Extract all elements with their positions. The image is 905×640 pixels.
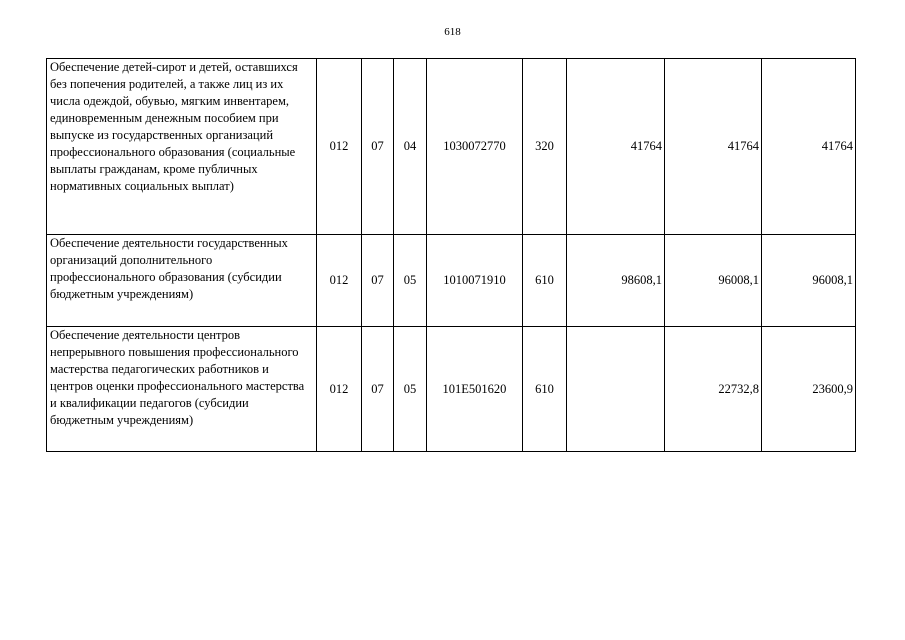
section-code: 07 [362,59,394,235]
table-row [47,235,856,327]
target-article-code: 1010071910 [427,235,523,327]
section-code: 07 [362,235,394,327]
table-row [47,327,856,452]
target-article-code: 101E501620 [427,327,523,452]
section-code: 07 [362,327,394,452]
row-description: Обеспечение детей-сирот и детей, оставшихся без попечения родителей, а также лиц из их числа одеждой, обувью, мягким инвентарем, единовременным денежным пособием при выпуске из государственных организаций профессионального образования (социальные выплаты гражданам, кроме публичных нормативных социальных выплат) [47,59,317,235]
expense-type-code: 610 [523,327,567,452]
expense-type-code: 320 [523,59,567,235]
amount-year-3: 23600,9 [762,327,856,452]
amount-year-2: 41764 [665,59,762,235]
row-description: Обеспечение деятельности государственных организаций дополнительного профессионального образования (субсидии бюджетным учреждениям) [47,235,317,327]
amount-year-1: 98608,1 [567,235,665,327]
subsection-code: 05 [394,235,427,327]
budget-table [46,58,856,452]
page-number: 618 [444,26,461,38]
expense-type-code: 610 [523,235,567,327]
row-description: Обеспечение деятельности центров непрерывного повышения профессионального мастерства педагогических работников и центров оценки профессионального мастерства и квалификации педагогов (субсидии бюджетным учреждениям) [47,327,317,452]
ministry-code: 012 [317,235,362,327]
subsection-code: 05 [394,327,427,452]
table-row [47,59,856,235]
subsection-code: 04 [394,59,427,235]
amount-year-2: 96008,1 [665,235,762,327]
target-article-code: 1030072770 [427,59,523,235]
ministry-code: 012 [317,59,362,235]
ministry-code: 012 [317,327,362,452]
amount-year-2: 22732,8 [665,327,762,452]
amount-year-1 [567,327,665,452]
amount-year-1: 41764 [567,59,665,235]
amount-year-3: 96008,1 [762,235,856,327]
amount-year-3: 41764 [762,59,856,235]
